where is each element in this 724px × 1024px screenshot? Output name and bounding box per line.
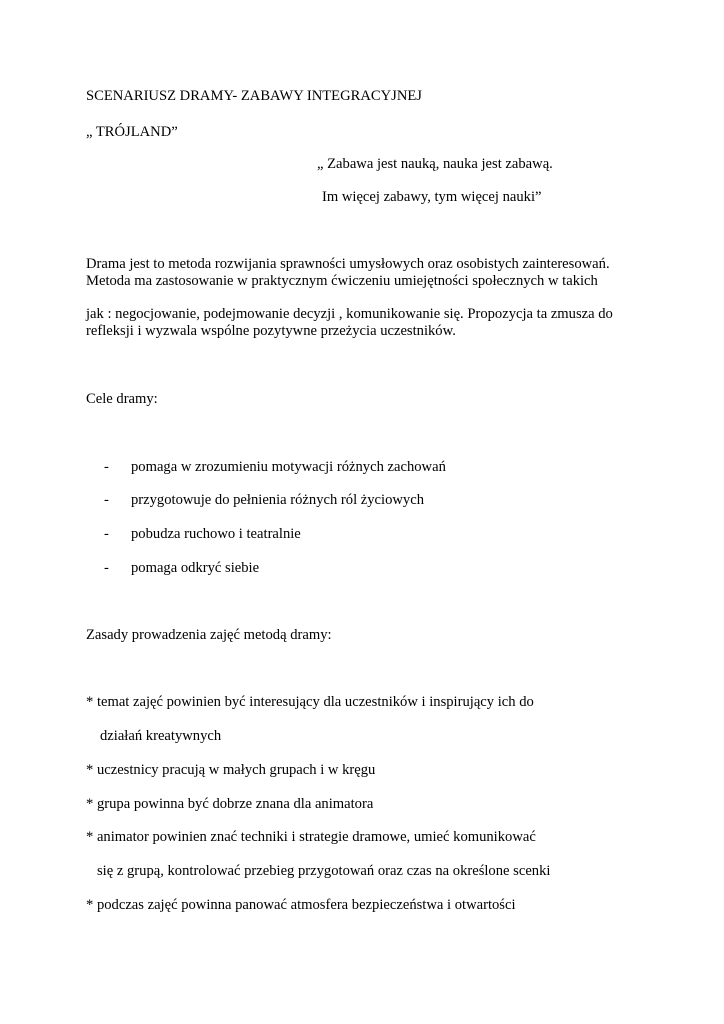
intro-line: jak : negocjowanie, podejmowanie decyzji , komunikowanie się. Propozycja ta zmusza do	[86, 306, 613, 322]
goal-item: pomaga odkryć siebie	[131, 560, 260, 576]
rule-line: się z grupą, kontrolować przebieg przygotowań oraz czas na określone scenki	[97, 863, 551, 879]
goal-bullet: -	[104, 560, 109, 576]
goal-item: przygotowuje do pełnienia różnych ról życiowych	[131, 492, 424, 508]
document-title: SCENARIUSZ DRAMY- ZABAWY INTEGRACYJNEJ	[86, 88, 422, 104]
rule-line: * uczestnicy pracują w małych grupach i w kręgu	[86, 762, 376, 778]
goal-bullet: -	[104, 526, 109, 542]
rule-line: * podczas zajęć powinna panować atmosfera bezpieczeństwa i otwartości	[86, 897, 516, 913]
goal-bullet: -	[104, 459, 109, 475]
goal-bullet: -	[104, 492, 109, 508]
goal-item: pobudza ruchowo i teatralnie	[131, 526, 301, 542]
goals-heading: Cele dramy:	[86, 391, 158, 407]
rule-line: * animator powinien znać techniki i strategie dramowe, umieć komunikować	[86, 829, 536, 845]
motto-line-2: Im więcej zabawy, tym więcej nauki”	[322, 189, 542, 205]
rule-line: działań kreatywnych	[100, 728, 222, 744]
rule-line: * grupa powinna być dobrze znana dla animatora	[86, 796, 374, 812]
motto-line-1: „ Zabawa jest nauką, nauka jest zabawą.	[317, 156, 553, 172]
intro-line: Drama jest to metoda rozwijania sprawności umysłowych oraz osobistych zainteresowań.	[86, 256, 610, 272]
intro-line: Metoda ma zastosowanie w praktycznym ćwiczeniu umiejętności społecznych w takich	[86, 273, 598, 289]
rules-heading: Zasady prowadzenia zajęć metodą dramy:	[86, 627, 332, 643]
document-subtitle: „ TRÓJLAND”	[86, 124, 178, 140]
goal-item: pomaga w zrozumieniu motywacji różnych zachowań	[131, 459, 446, 475]
intro-line: refleksji i wyzwala wspólne pozytywne przeżycia uczestników.	[86, 323, 456, 339]
rule-line: * temat zajęć powinien być interesujący dla uczestników i inspirujący ich do	[86, 694, 534, 710]
